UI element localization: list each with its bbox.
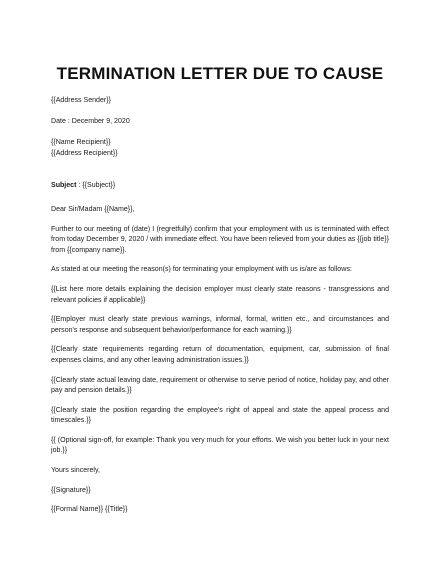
salutation: Dear Sir/Madam {{Name}},	[51, 205, 135, 213]
subject-value: : {{Subject}}	[76, 182, 116, 190]
paragraph-leaving: {{Clearly state actual leaving date, requirement or otherwise to serve period of notice, holiday pay, and other pay and pension details.}}	[51, 376, 389, 395]
signature: {{Signature}}	[51, 486, 91, 494]
letter-title: TERMINATION LETTER DUE TO CAUSE	[56, 64, 384, 83]
subject-line	[51, 181, 389, 192]
paragraph-reasons-intro: As stated at our meeting the reason(s) for terminating your employment with us is/are as follows:	[51, 266, 352, 274]
paragraph-intro: Further to our meeting of (date) I (regretfully) confirm that your employment with us is terminated with effect from today December 9, 2020 / with immediate effect. You have been relieved from your duties as {{job title}} from {{company name}}.	[51, 225, 389, 254]
closing: Yours sincerely,	[51, 467, 100, 475]
letter-body	[51, 96, 389, 516]
formal-name: {{Formal Name}} {{Title}}	[51, 506, 128, 514]
paragraph-list-details: {{List here more details explaining the decision employer must clearly state reasons - transgressions and relevant policies if applicable}}	[51, 285, 389, 304]
address-recipient: {{Address Recipient}}	[51, 149, 118, 157]
paragraph-warnings: {{Employer must clearly state previous warnings, informal, formal, written etc., and circumstances and person's response and subsequent behavior/performance for each warning.}}	[51, 316, 389, 334]
paragraph-signoff: {{ (Optional sign-off, for example: Thank you very much for your efforts. We wish you better luck in your next job.}}	[51, 436, 389, 455]
name-recipient: {{Name Recipient}}	[51, 139, 111, 147]
paragraph-appeal: {{Clearly state the position regarding the employee's right of appeal and state the appeal process and timescales.}}	[51, 406, 389, 425]
address-sender: {{Address Sender}}	[51, 97, 111, 104]
date-line: Date : December 9, 2020	[51, 118, 130, 126]
paragraph-requirements: {{Clearly state requirements regarding return of documentation, equipment, car, submission of final expenses claims, and any other leaving administration issues.}}	[51, 346, 389, 364]
subject-label: Subject	[51, 182, 77, 190]
